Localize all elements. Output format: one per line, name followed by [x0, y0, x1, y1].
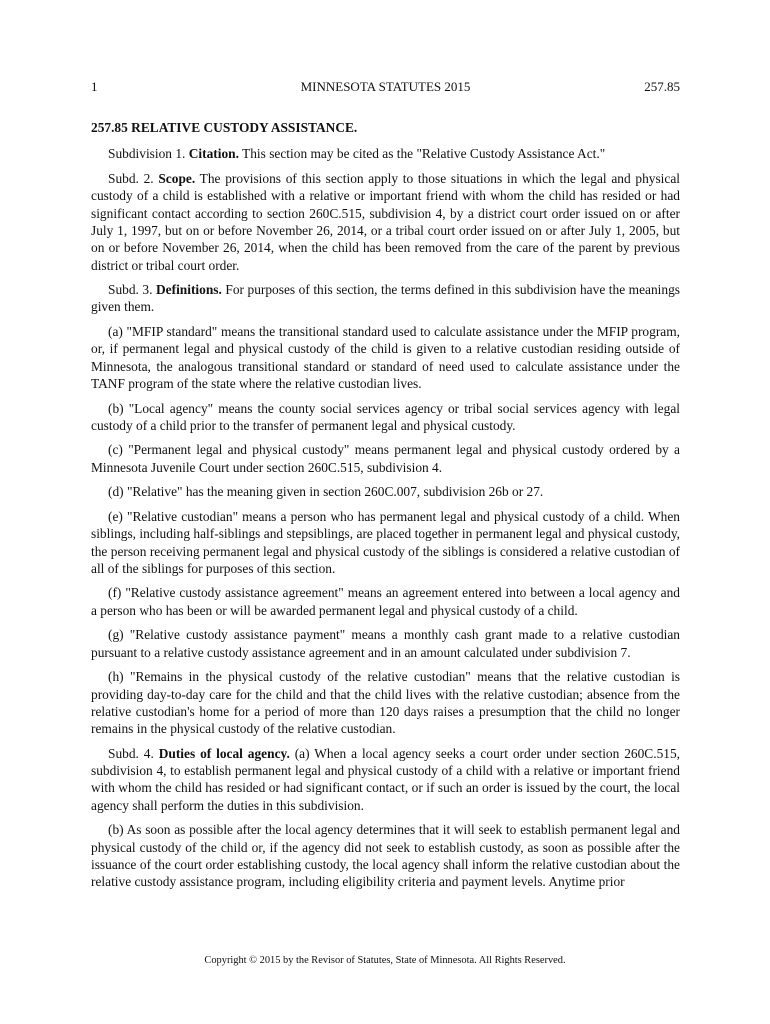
statute-body: [91, 119, 680, 898]
page-number: 1: [91, 79, 98, 94]
subdivision-2-scope: Subd. 2. Scope. The provisions of this section apply to those situations in which the legal and physical custody of a child is established with a relative or important friend with whom the child has resided or had significant contact according to section 260C.515, subdivision 4, by a district court order issued on or after July 1, 1997, but on or before November 26, 2014, or a tribal court order issued on or after July 1, 2005, but on or before November 26, 2014, when the child has been removed from the care of the parent by previous district or tribal court order.: [91, 170, 680, 273]
copyright-footer: Copyright © 2015 by the Revisor of Statutes, State of Minnesota. All Rights Reserved.: [204, 955, 566, 966]
subdivision-1-citation: Subdivision 1. Citation. This section may be cited as the "Relative Custody Assistance Act.": [108, 146, 606, 162]
page-header: [91, 79, 680, 97]
subdivision-3-definitions: Subd. 3. Definitions. For purposes of this section, the terms defined in this subdivision have the meanings given them.: [91, 282, 681, 315]
section-number: 257.85: [644, 79, 680, 94]
definition-b-local-agency: (b) "Local agency" means the county social services agency or tribal social services agency with legal custody of a child prior to the transfer of permanent legal and physical custody.: [91, 400, 680, 433]
subdivision-4-duties: Subd. 4. Duties of local agency. (a) When a local agency seeks a court order under section 260C.515, subdivision 4, to establish permanent legal and physical custody of a child with a relative or important friend with whom the child has resided or had significant contact, or if such an order is issued by the court, the local agency shall perform the duties in this subdivision.: [91, 745, 681, 813]
definition-h-physical-custody: (h) "Remains in the physical custody of the relative custodian" means that the relative custodian is providing day-to-day care for the child and that the child lives with the relative custodian; absence from the relative custodian's home for a period of more than 120 days raises a presumption that the child no longer remains in the physical custody of the relative custodian.: [91, 669, 680, 737]
running-title: MINNESOTA STATUTES 2015: [300, 79, 471, 94]
definition-c-permanent-custody: (c) "Permanent legal and physical custody" means permanent legal and physical custody ordered by a Minnesota Juvenile Court under section 260C.515, subdivision 4.: [91, 442, 680, 475]
definition-f-assistance-agreement: (f) "Relative custody assistance agreement" means an agreement entered into between a local agency and a person who has been or will be awarded permanent legal and physical custody of a child.: [91, 585, 680, 618]
definition-g-assistance-payment: (g) "Relative custody assistance payment" means a monthly cash grant made to a relative custodian pursuant to a relative custody assistance agreement and in an amount calculated under subdivision 7.: [91, 627, 680, 660]
definition-d-relative: (d) "Relative" has the meaning given in section 260C.007, subdivision 26b or 27.: [108, 484, 544, 500]
definition-e-relative-custodian: (e) "Relative custodian" means a person who has permanent legal and physical custody of a child. When siblings, including half-siblings and stepsiblings, are placed together in permanent legal and physical custody, the person receiving permanent legal and physical custody of the siblings is considered a relative custodian of all of the siblings for purposes of this section.: [91, 508, 680, 576]
duties-b-paragraph: (b) As soon as possible after the local agency determines that it will seek to establish permanent legal and physical custody of the child or, if the agency did not seek to establish custody, as soon as possible after the issuance of the court order establishing custody, the local agency shall inform the relative custodian about the relative custody assistance program, including eligibility criteria and payment levels. Anytime prior: [91, 822, 680, 890]
section-heading: 257.85 RELATIVE CUSTODY ASSISTANCE.: [91, 120, 358, 135]
definition-a-mfip-standard: (a) "MFIP standard" means the transitional standard used to calculate assistance under the MFIP program, or, if permanent legal and physical custody of the child is given to a relative custodian residing outside of Minnesota, the analogous transitional standard or standard of need used to calculate assistance under the TANF program of the state where the relative custodian lives.: [91, 324, 680, 392]
